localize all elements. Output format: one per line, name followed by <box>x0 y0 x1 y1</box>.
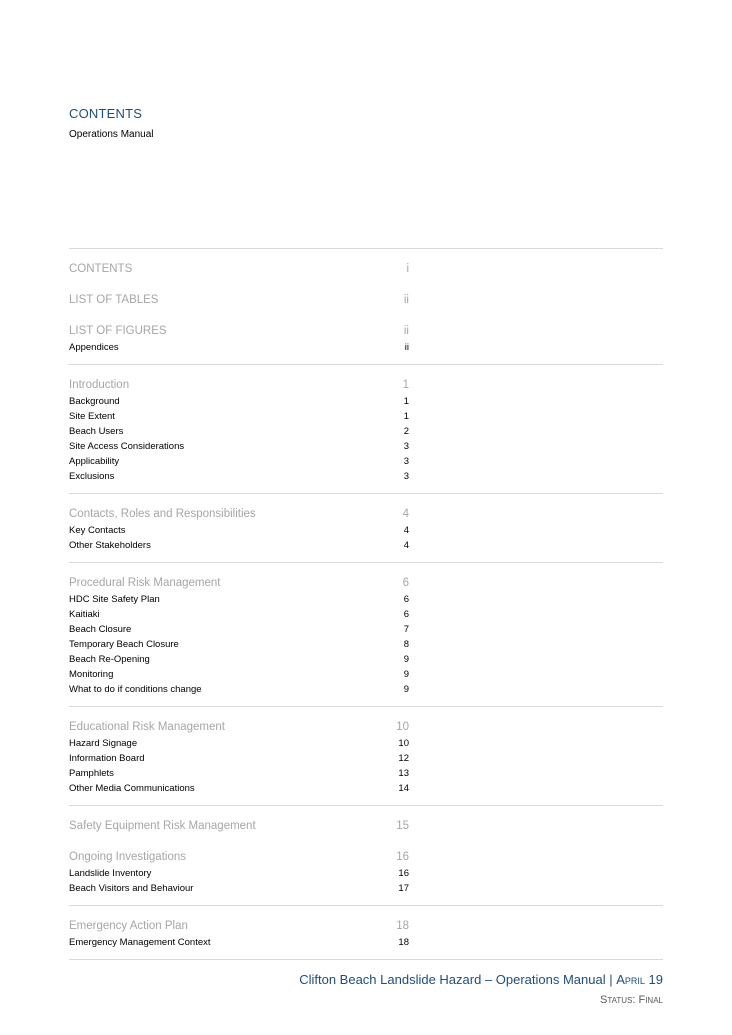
toc-heading-entry[interactable] <box>69 505 409 523</box>
footer-date: April 19 <box>616 972 663 987</box>
toc-entry-page-number: 7 <box>403 624 409 635</box>
toc-subentry[interactable] <box>69 736 409 751</box>
toc-entry-page-number: 18 <box>396 920 409 932</box>
toc-entry-label: Appendices <box>69 342 119 353</box>
footer-title-line <box>299 971 663 989</box>
toc-subentry[interactable] <box>69 622 409 637</box>
toc-entry-label: Emergency Action Plan <box>69 920 188 932</box>
toc-entry-label: Kaitiaki <box>69 609 100 620</box>
toc-entry-page-number: 14 <box>398 783 409 794</box>
toc-heading-entry[interactable] <box>69 376 409 394</box>
toc-entry-page-number: 12 <box>398 753 409 764</box>
toc-entry-page-number: 4 <box>403 540 409 551</box>
toc-entry-page-number: 6 <box>403 594 409 605</box>
toc-entry-label: Hazard Signage <box>69 738 138 749</box>
toc-entry-label: Emergency Management Context <box>69 937 211 948</box>
toc-entry-page-number: 9 <box>403 669 409 680</box>
toc-subentry[interactable] <box>69 469 409 484</box>
toc-entry-page-number: 1 <box>402 379 409 391</box>
toc-subentry[interactable] <box>69 652 409 667</box>
toc-entry-page-number: ii <box>404 342 409 353</box>
toc-entry-label: Other Stakeholders <box>69 540 151 551</box>
toc-entry-label: Key Contacts <box>69 525 126 536</box>
toc-entry-label: Beach Re-Opening <box>69 654 150 665</box>
toc-section <box>69 494 663 563</box>
toc-section <box>69 906 663 960</box>
toc-entry-label: Procedural Risk Management <box>69 577 221 589</box>
toc-subentry[interactable] <box>69 866 409 881</box>
toc-heading-entry[interactable] <box>69 291 409 309</box>
toc-entry-page-number: 6 <box>402 577 409 589</box>
toc-subentry[interactable] <box>69 523 409 538</box>
toc-entry-page-number: 18 <box>398 937 409 948</box>
toc-entry-page-number: 9 <box>403 684 409 695</box>
footer-status <box>299 992 663 1008</box>
toc-heading-entry[interactable] <box>69 917 409 935</box>
toc-subentry[interactable] <box>69 766 409 781</box>
toc-entry-label: Background <box>69 396 120 407</box>
toc-subentry[interactable] <box>69 781 409 796</box>
toc-subentry[interactable] <box>69 409 409 424</box>
toc-entry-page-number: 3 <box>403 456 409 467</box>
toc-entry-page-number: i <box>406 263 409 275</box>
toc-entry-page-number: 16 <box>398 868 409 879</box>
toc-entry-label: CONTENTS <box>69 263 133 275</box>
toc-entry-page-number: 8 <box>403 639 409 650</box>
toc-entry-label: Educational Risk Management <box>69 721 225 733</box>
toc-entry-label: What to do if conditions change <box>69 684 202 695</box>
toc-heading-entry[interactable] <box>69 848 409 866</box>
toc-entry-page-number: 9 <box>403 654 409 665</box>
toc-entry-label: Introduction <box>69 379 130 391</box>
toc-entry-label: Applicability <box>69 456 120 467</box>
toc-entry-label: HDC Site Safety Plan <box>69 594 160 605</box>
toc-entry-label: Information Board <box>69 753 145 764</box>
toc-entry-page-number: 2 <box>403 426 409 437</box>
toc-entry-label: Site Extent <box>69 411 115 422</box>
toc-entry-page-number: 1 <box>403 396 409 407</box>
toc-entry-label: Monitoring <box>69 669 114 680</box>
toc-entry-label: Safety Equipment Risk Management <box>69 820 256 832</box>
toc-subentry[interactable] <box>69 881 409 896</box>
toc-subentry[interactable] <box>69 751 409 766</box>
toc-subentry[interactable] <box>69 439 409 454</box>
toc-entry-page-number: 3 <box>403 471 409 482</box>
toc-entry-label: Contacts, Roles and Responsibilities <box>69 508 256 520</box>
toc-section <box>69 563 663 707</box>
toc-entry-label: Landslide Inventory <box>69 868 152 879</box>
toc-entry-page-number: 10 <box>398 738 409 749</box>
toc-subentry[interactable] <box>69 454 409 469</box>
toc-subentry[interactable] <box>69 394 409 409</box>
toc-subentry[interactable] <box>69 538 409 553</box>
toc-entry-page-number: ii <box>403 294 409 306</box>
toc-entry-label: Other Media Communications <box>69 783 195 794</box>
toc-heading-entry[interactable] <box>69 260 409 278</box>
toc-entry-page-number: 16 <box>396 851 409 863</box>
toc-section <box>69 806 663 835</box>
toc-subentry[interactable] <box>69 667 409 682</box>
toc-heading-entry[interactable] <box>69 817 409 835</box>
toc-section <box>69 707 663 806</box>
toc-entry-page-number: 4 <box>403 525 409 536</box>
toc-subentry[interactable] <box>69 340 409 355</box>
toc-subentry[interactable] <box>69 607 409 622</box>
toc-entry-label: Beach Closure <box>69 624 132 635</box>
toc-entry-page-number: 3 <box>403 441 409 452</box>
toc-subentry[interactable] <box>69 637 409 652</box>
toc-section <box>69 835 663 906</box>
footer-document-title: Clifton Beach Landslide Hazard – Operations Manual | <box>299 972 613 987</box>
page-subtitle: Operations Manual <box>69 129 154 140</box>
toc-entry-page-number: 1 <box>403 411 409 422</box>
toc-subentry[interactable] <box>69 682 409 697</box>
toc-entry-page-number: 6 <box>403 609 409 620</box>
toc-section <box>69 365 663 494</box>
toc-entry-page-number: 15 <box>396 820 409 832</box>
toc-entry-label: Temporary Beach Closure <box>69 639 179 650</box>
toc-subentry[interactable] <box>69 592 409 607</box>
toc-entry-label: Site Access Considerations <box>69 441 185 452</box>
table-of-contents <box>69 248 663 960</box>
toc-heading-entry[interactable] <box>69 718 409 736</box>
toc-entry-label: Ongoing Investigations <box>69 851 186 863</box>
toc-section <box>69 309 663 365</box>
toc-heading-entry[interactable] <box>69 322 409 340</box>
toc-entry-page-number: 10 <box>396 721 409 733</box>
toc-entry-label: LIST OF TABLES <box>69 294 159 306</box>
toc-heading-entry[interactable] <box>69 574 409 592</box>
page-footer <box>299 971 663 1008</box>
toc-entry-label: Beach Visitors and Behaviour <box>69 883 194 894</box>
toc-entry-page-number: 17 <box>398 883 409 894</box>
toc-entry-label: Beach Users <box>69 426 124 437</box>
toc-subentry[interactable] <box>69 424 409 439</box>
toc-entry-label: Exclusions <box>69 471 115 482</box>
toc-entry-page-number: 13 <box>398 768 409 779</box>
toc-subentry[interactable] <box>69 935 409 950</box>
toc-entry-label: Pamphlets <box>69 768 114 779</box>
toc-section <box>69 278 663 309</box>
footer-status-text: Status: Final <box>600 994 663 1006</box>
toc-entry-page-number: 4 <box>402 508 409 520</box>
toc-entry-page-number: ii <box>403 325 409 337</box>
toc-entry-label: LIST OF FIGURES <box>69 325 167 337</box>
toc-section <box>69 249 663 278</box>
page-title: CONTENTS <box>69 106 143 121</box>
